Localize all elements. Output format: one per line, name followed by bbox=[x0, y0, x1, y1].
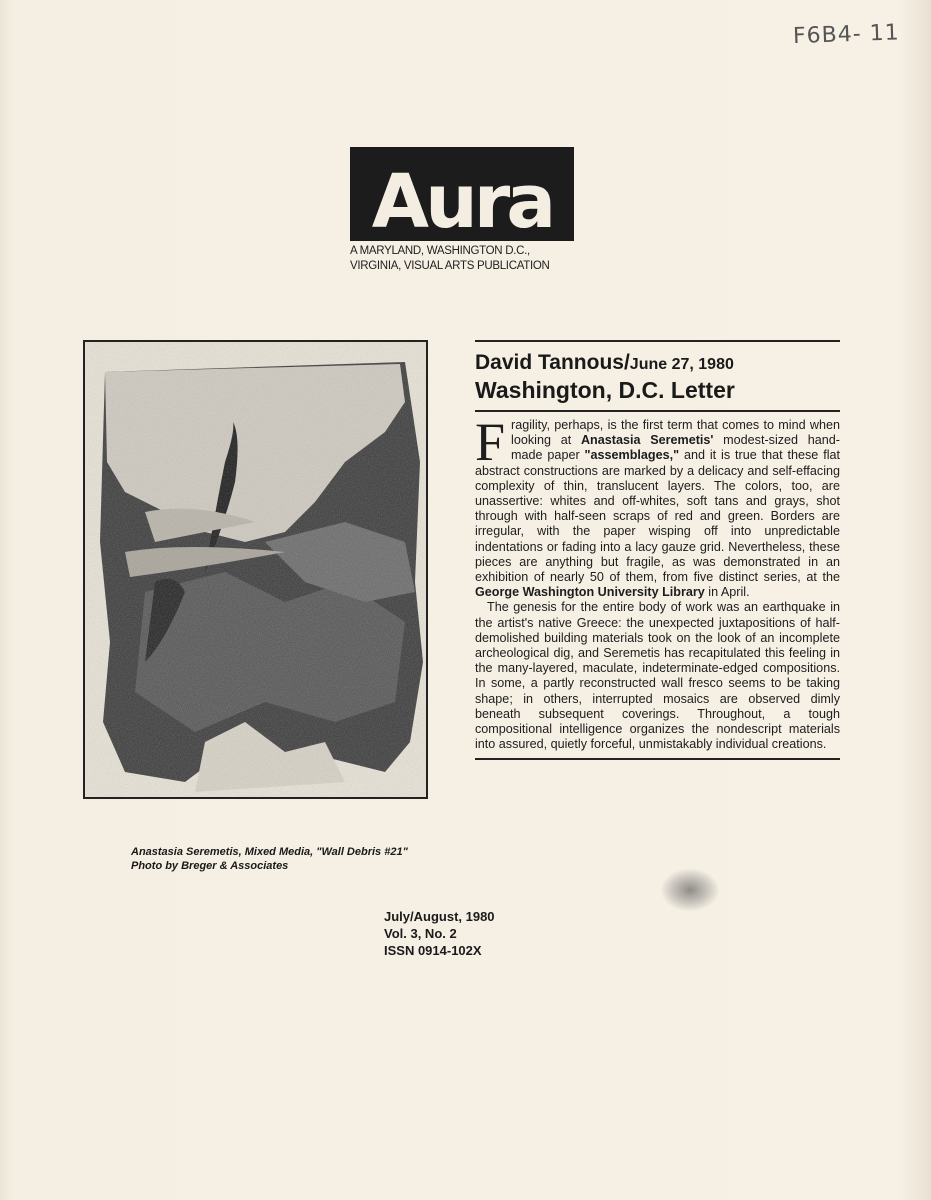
ink-smudge bbox=[660, 868, 720, 912]
aura-logo bbox=[350, 147, 574, 241]
article bbox=[475, 340, 840, 760]
byline bbox=[475, 350, 840, 377]
tagline-line-1: A MARYLAND, WASHINGTON D.C., bbox=[350, 245, 530, 257]
p1-text-d: in April. bbox=[704, 585, 750, 600]
library-name: George Washington University Library bbox=[475, 585, 705, 600]
issue-issn: ISSN 0914-102X bbox=[384, 943, 482, 958]
byline-author: David Tannous/ bbox=[475, 351, 630, 374]
p1-text-a: ragility, perhaps, is the first term that comes to mind when looking at bbox=[511, 418, 840, 448]
article-headline: Washington, D.C. Letter bbox=[475, 377, 735, 403]
artist-name: Anastasia Seremetis' bbox=[580, 433, 714, 448]
artwork-image bbox=[85, 342, 426, 797]
assemblages-term: "assemblages," bbox=[584, 448, 680, 463]
issue-date: July/August, 1980 bbox=[384, 909, 495, 924]
tagline-line-2: VIRGINIA, VISUAL ARTS PUBLICATION bbox=[350, 260, 550, 272]
handwritten-reference-number: F6B4- 11 bbox=[792, 20, 901, 50]
issue-info bbox=[384, 908, 544, 959]
issue-volume: Vol. 3, No. 2 bbox=[384, 926, 457, 941]
logo-text: Aura bbox=[371, 159, 553, 241]
photo-caption bbox=[131, 845, 451, 873]
masthead bbox=[350, 147, 580, 274]
artwork-photo bbox=[83, 340, 428, 799]
caption-line-2: Photo by Breger & Associates bbox=[131, 860, 289, 872]
p1-text-b: modest-sized hand-made paper bbox=[511, 433, 840, 463]
p1-text-c: and it is true that these flat abstract constructions are marked by a delicacy and self-effacing complexity of thin, translucent layers. The colors, too, are unassertive: whites and off-whites, soft tans and grays, shot through with half-seen scraps of red and green. Borders are irregular, with the paper wisping off into unpredictable indentations or fading into a lacy gauze grid. Nevertheless, these pieces are anything but fragile, as was demonstrated in an exhibition of nearly 50 of them, from five distinct series, at the bbox=[475, 448, 840, 585]
bottom-rule bbox=[475, 758, 840, 760]
article-body bbox=[475, 412, 840, 752]
byline-date: June 27, 1980 bbox=[629, 356, 734, 373]
paragraph-2: The genesis for the entire body of work was an earthquake in the artist's native Greece: the unexpected juxtapositions of half-demolished building materials took on the look of an incomplete archeological dig, and Seremetis has recapitulated this feeling in the many-layered, maculate, indeterminate-edged compositions. In some, a partly reconstructed wall fresco seems to be taking shape; in others, interrupted mosaics are observed dimly beneath subsequent coverings. Throughout, a tough compositional intelligence organizes the nondescript materials into assured, quietly forceful, unmistakably individual creations. bbox=[475, 600, 840, 752]
top-rule bbox=[475, 340, 840, 342]
caption-line-1: Anastasia Seremetis, Mixed Media, "Wall Debris #21" bbox=[131, 846, 408, 858]
paragraph-1 bbox=[475, 412, 840, 600]
drop-cap: F bbox=[475, 412, 506, 472]
publication-tagline bbox=[350, 244, 580, 274]
headline-rule bbox=[475, 410, 840, 412]
